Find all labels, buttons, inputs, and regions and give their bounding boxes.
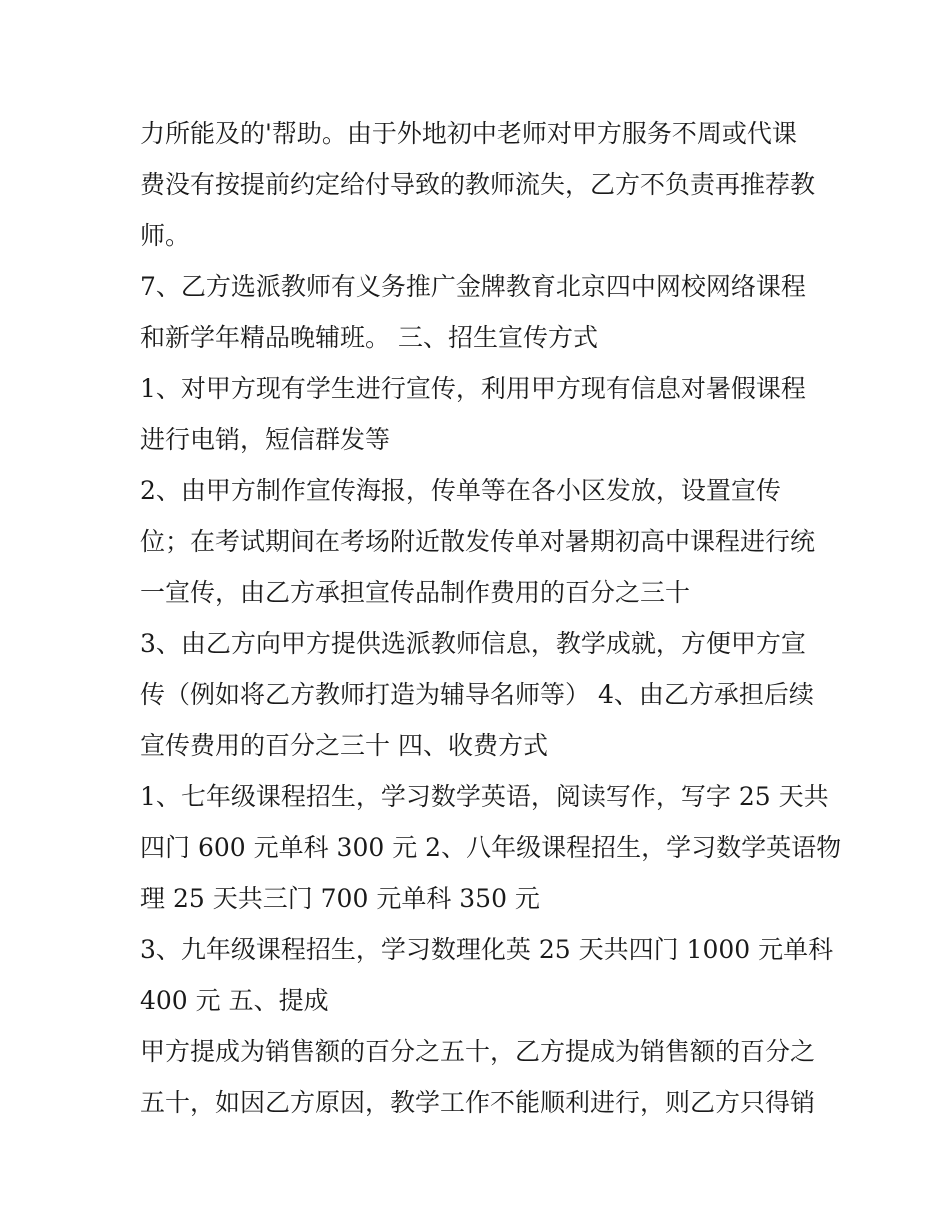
text-line-3: 师。 xyxy=(140,221,191,250)
text-line-19: 甲方提成为销售额的百分之五十，乙方提成为销售额的百分之 xyxy=(140,1037,816,1066)
text-line-9: 位；在考试期间在考场附近散发传单对暑期初高中课程进行统 xyxy=(140,527,816,556)
text-line-5: 和新学年精品晚辅班。 三、招生宣传方式 xyxy=(140,323,598,352)
text-line-20: 五十，如因乙方原因，教学工作不能顺利进行，则乙方只得销 xyxy=(140,1088,816,1117)
text-line-12: 传（例如将乙方教师打造为辅导名师等） 4、由乙方承担后续 xyxy=(140,680,814,709)
text-line-13: 宣传费用的百分之三十 四、收费方式 xyxy=(140,731,548,760)
text-line-6: 1、对甲方现有学生进行宣传，利用甲方现有信息对暑假课程 xyxy=(140,374,806,403)
document-body xyxy=(140,108,842,1128)
text-line-2: 费没有按提前约定给付导致的教师流失，乙方不负责再推荐教 xyxy=(140,170,816,199)
text-line-18: 400 元 五、提成 xyxy=(140,986,329,1015)
text-line-10: 一宣传，由乙方承担宣传品制作费用的百分之三十 xyxy=(140,578,691,607)
text-line-15: 四门 600 元单科 300 元 2、八年级课程招生，学习数学英语物 xyxy=(140,833,842,862)
text-line-8: 2、由甲方制作宣传海报，传单等在各小区发放，设置宣传 xyxy=(140,476,781,505)
text-line-16: 理 25 天共三门 700 元单科 350 元 xyxy=(140,884,540,913)
text-line-4: 7、乙方选派教师有义务推广金牌教育北京四中网校网络课程 xyxy=(140,272,806,301)
text-line-1: 力所能及的'帮助。由于外地初中老师对甲方服务不周或代课 xyxy=(140,119,797,148)
text-line-11: 3、由乙方向甲方提供选派教师信息，教学成就，方便甲方宣 xyxy=(140,629,806,658)
text-line-14: 1、七年级课程招生，学习数学英语，阅读写作，写字 25 天共 xyxy=(140,782,829,811)
text-line-7: 进行电销，短信群发等 xyxy=(140,425,391,454)
text-line-17: 3、九年级课程招生，学习数理化英 25 天共四门 1000 元单科 xyxy=(140,935,834,964)
